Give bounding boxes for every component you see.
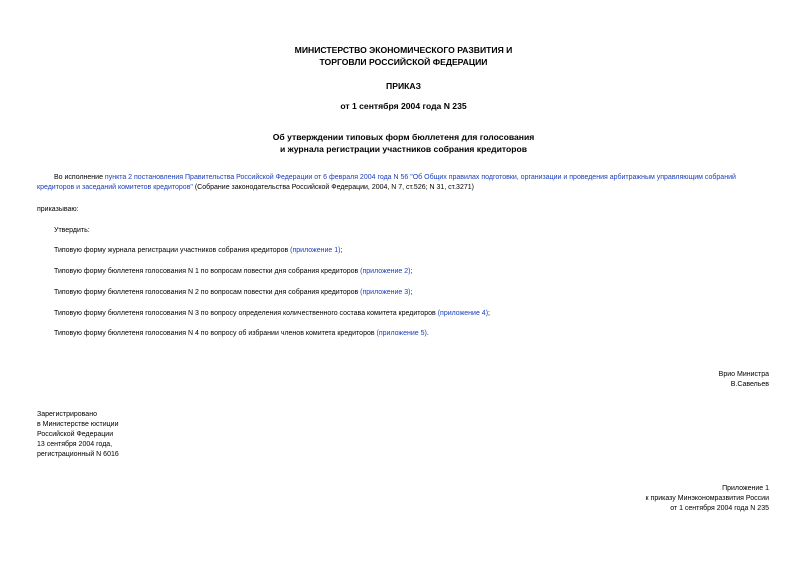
list-item-text: Типовую форму бюллетеня голосования N 3 по вопросу определения количественного состава комитета кредиторов <box>54 310 438 317</box>
government-decree-link-cont[interactable]: кредиторов и заседаний комитетов кредиторов" <box>37 184 193 191</box>
registration-line-5: регистрационный N 6016 <box>37 451 119 458</box>
list-item-end: ; <box>410 289 413 296</box>
preamble-line-2 <box>37 183 777 193</box>
appendix-line-2: к приказу Минэкономразвития России <box>645 495 769 502</box>
appendix-2-link[interactable]: (приложение 2) <box>360 268 411 275</box>
ministry-line-1: МИНИСТЕРСТВО ЭКОНОМИЧЕСКОГО РАЗВИТИЯ И <box>294 45 513 55</box>
government-decree-link[interactable]: пункта 2 постановления Правительства Российской Федерации от 6 февраля 2004 года N 56 "Об Общих правилах подготовки, организации и проведения арбитражным управляющим собраний <box>104 174 736 181</box>
list-item-text: Типовую форму бюллетеня голосования N 2 по вопросам повестки дня собрания кредиторов <box>54 289 361 296</box>
appendix-1-link[interactable]: (приложение 1) <box>290 247 341 254</box>
signature-position: Врио Министра <box>718 371 769 378</box>
registration-line-2: в Министерстве юстиции <box>37 421 119 428</box>
list-item-text: Типовую форму бюллетеня голосования N 1 по вопросам повестки дня собрания кредиторов <box>54 268 361 275</box>
list-item-text: Типовую форму бюллетеня голосования N 4 по вопросу об избрании членов комитета кредиторов <box>54 330 377 337</box>
appendix-line-1: Приложение 1 <box>722 485 769 492</box>
list-item <box>54 288 412 298</box>
registration-line-3: Российской Федерации <box>37 431 114 438</box>
appendix-line-3: от 1 сентября 2004 года N 235 <box>670 505 769 512</box>
list-item-end: ; <box>410 268 413 275</box>
appendix-5-link[interactable]: (приложение 5) <box>376 330 427 337</box>
subject-line-2: и журнала регистрации участников собрания кредиторов <box>280 144 527 154</box>
appendix-4-link[interactable]: (приложение 4) <box>437 310 489 317</box>
appendix-3-link[interactable]: (приложение 3) <box>360 289 411 296</box>
subject-line-1: Об утверждении типовых форм бюллетеня для голосования <box>272 132 535 142</box>
document-date: от 1 сентября 2004 года N 235 <box>340 101 467 111</box>
list-item-text: Типовую форму журнала регистрации участников собрания кредиторов <box>54 247 291 254</box>
preamble-line-1 <box>54 173 784 183</box>
approve-word: Утвердить: <box>54 227 90 234</box>
signature-name: В.Савельев <box>730 381 769 388</box>
list-item-end: . <box>426 330 429 337</box>
list-item-end: ; <box>340 247 343 254</box>
list-item <box>54 267 412 277</box>
preamble-prefix: Во исполнение <box>54 174 105 181</box>
document-type: ПРИКАЗ <box>386 81 421 91</box>
list-item-end: ; <box>488 310 490 317</box>
preamble-suffix: (Собрание законодательства Российской Федерации, 2004, N 7, ст.526; N 31, ст.3271) <box>192 184 474 191</box>
ministry-line-2: ТОРГОВЛИ РОССИЙСКОЙ ФЕДЕРАЦИИ <box>319 57 488 67</box>
list-item <box>54 246 342 256</box>
list-item <box>54 309 490 319</box>
registration-line-4: 13 сентября 2004 года, <box>37 441 113 448</box>
order-word: приказываю: <box>37 206 79 213</box>
list-item <box>54 329 429 339</box>
registration-line-1: Зарегистрировано <box>37 411 97 418</box>
